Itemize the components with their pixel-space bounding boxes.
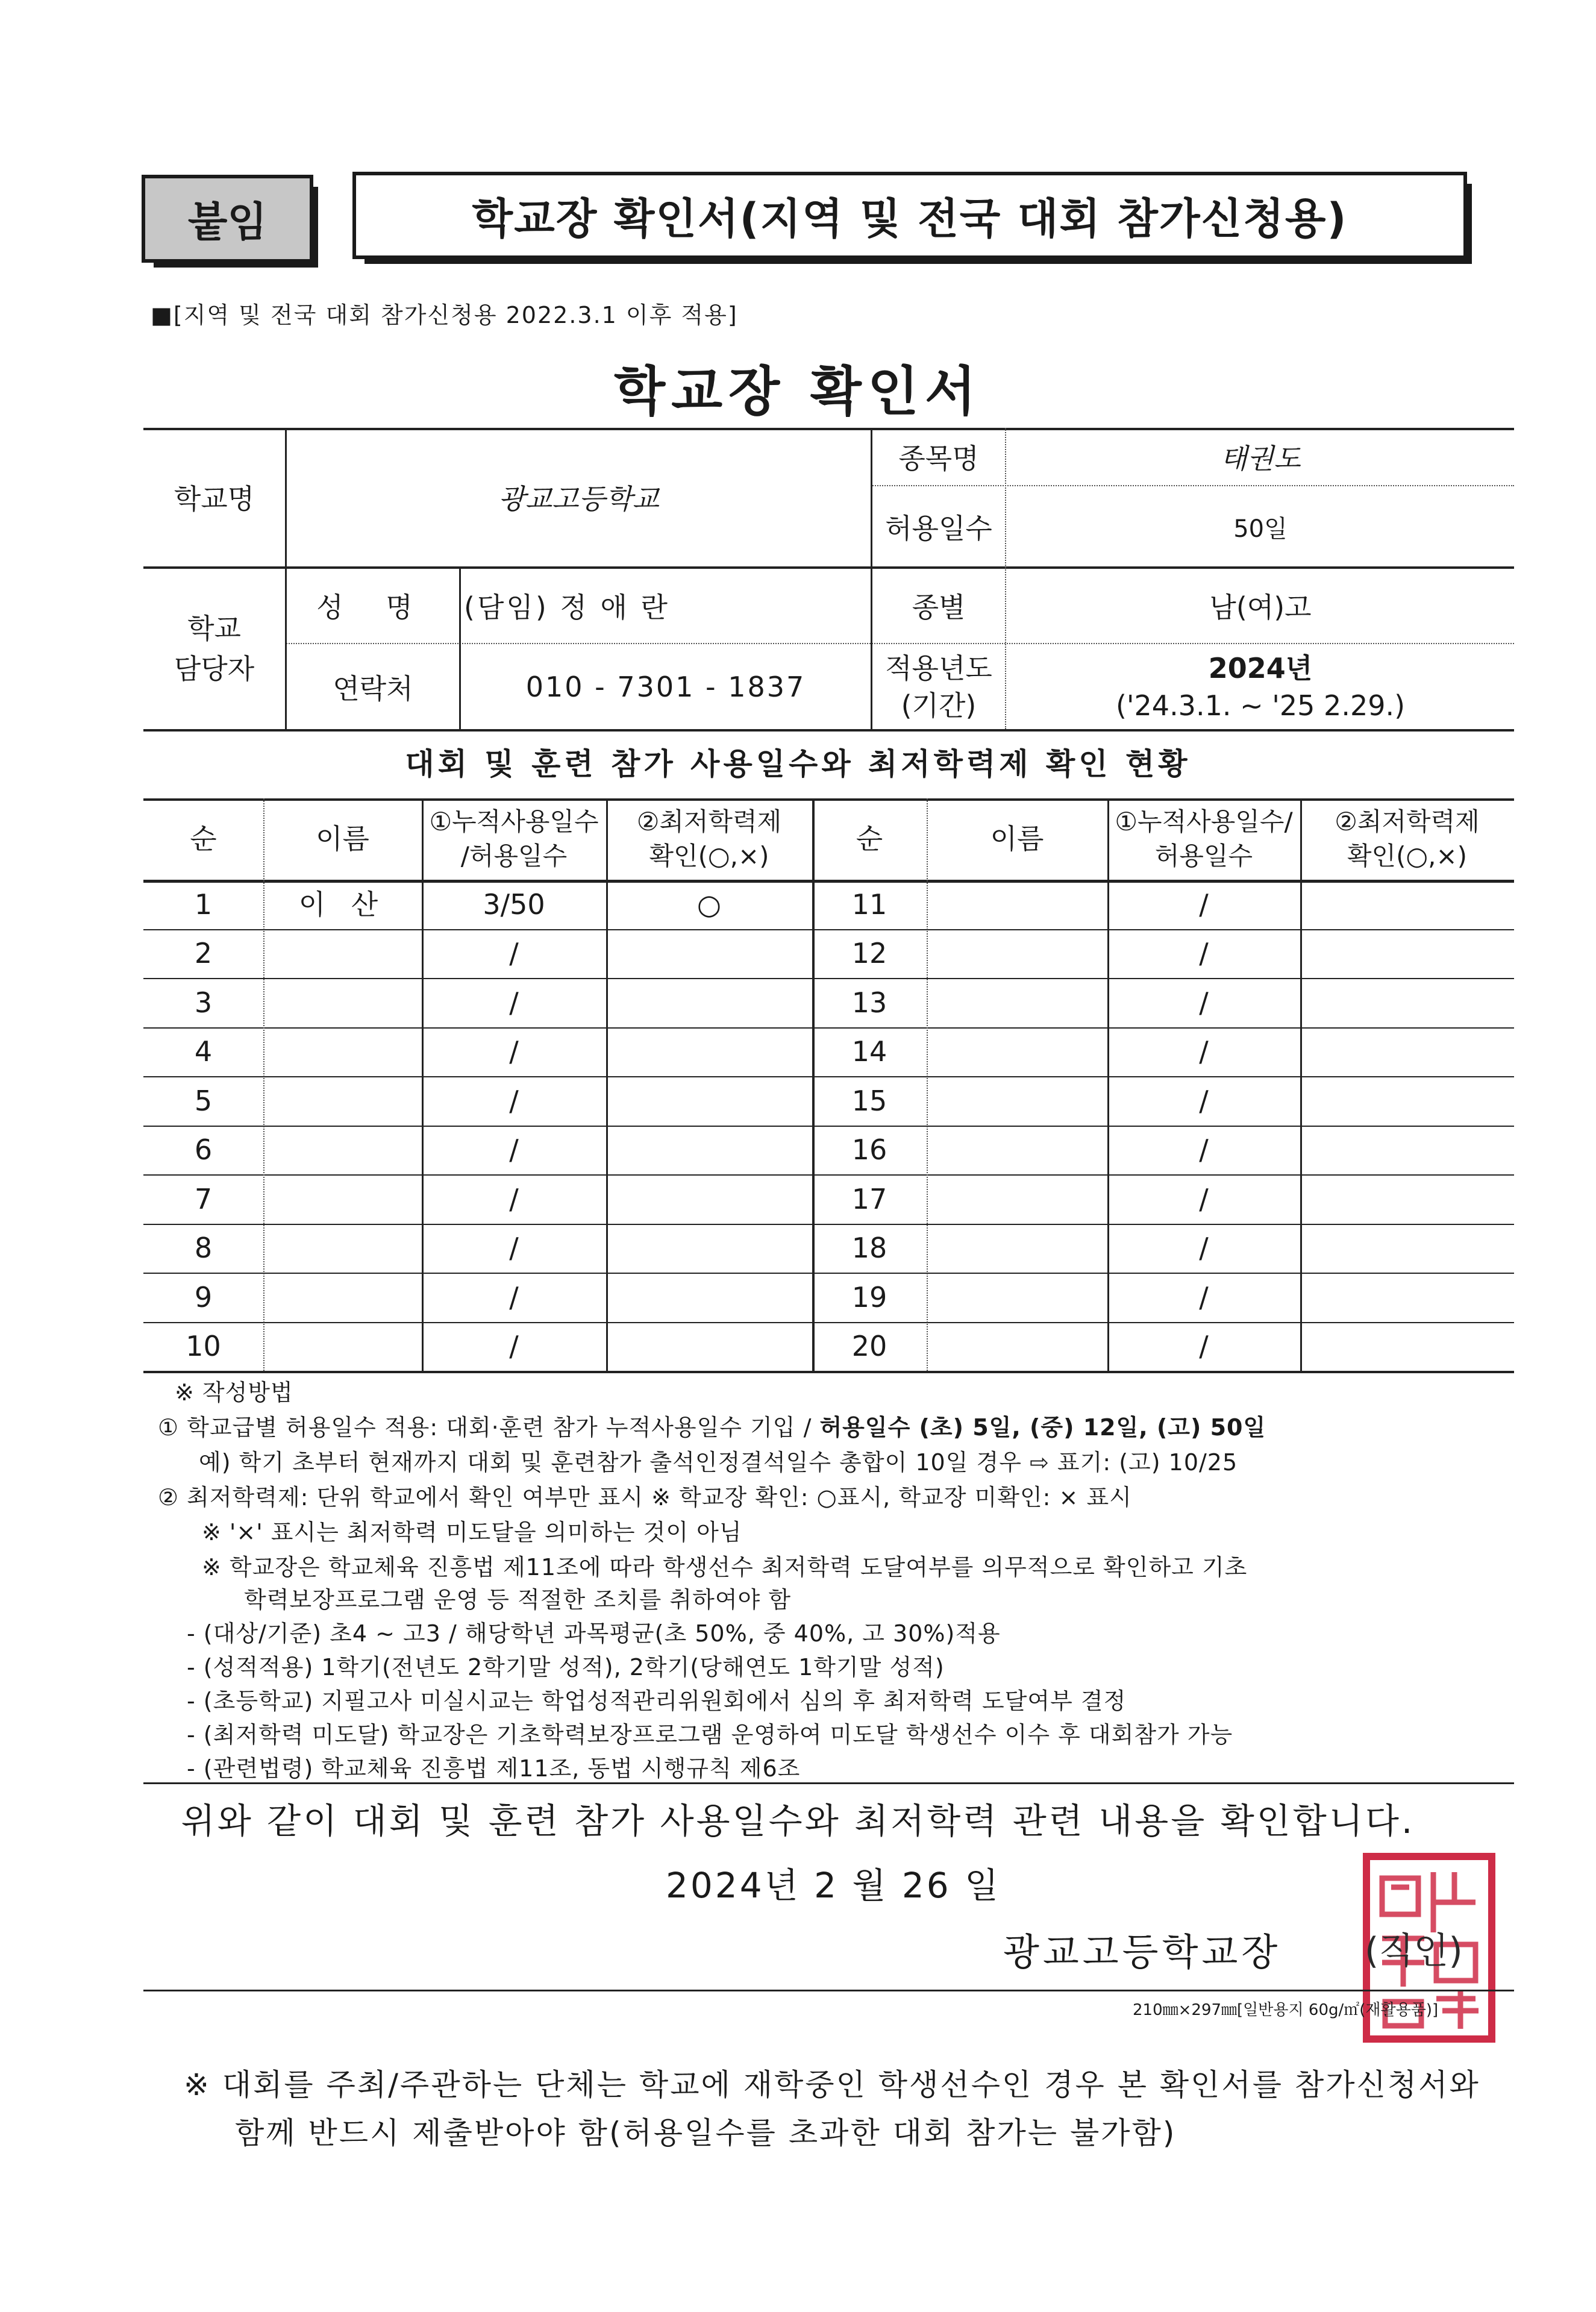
table-cell xyxy=(927,978,1107,1027)
note-item-2-sub1: ※ '×' 표시는 최저학력 미도달을 의미하는 것이 아님 xyxy=(202,1519,742,1546)
table-cell: 3/50 xyxy=(483,888,545,921)
table-cell: 2 xyxy=(194,937,213,970)
table-cell xyxy=(927,1224,1107,1273)
footer-note-line1: ※ 대회를 주최/주관하는 단체는 학교에 재학중인 학생선수인 경우 본 확인서를 참가신청서와 xyxy=(184,2067,1480,2102)
table-cell xyxy=(927,1076,1107,1126)
table-cell: / xyxy=(1199,1035,1209,1068)
confirm-statement: 위와 같이 대회 및 훈련 참가 사용일수와 최저학력 관련 내용을 확인합니다. xyxy=(181,1800,1415,1841)
table-cell xyxy=(606,1027,812,1077)
table-cell: / xyxy=(509,1035,519,1068)
table-cell xyxy=(263,1174,422,1224)
table-cell xyxy=(1300,1027,1514,1077)
table-cell: 11 xyxy=(851,888,887,921)
table-cell: 3 xyxy=(194,986,213,1019)
table-header-text: /허용일수 xyxy=(460,841,568,871)
table-header-text: ②최저학력제 xyxy=(636,806,782,836)
contact-label-line2: 담당자 xyxy=(174,652,255,685)
table-cell: / xyxy=(1199,986,1209,1019)
table-header-text: ②최저학력제 xyxy=(1335,806,1480,836)
table-line xyxy=(143,1371,1514,1373)
section-title: 대회 및 훈련 참가 사용일수와 최저학력제 확인 현황 xyxy=(405,747,1191,782)
table-cell: 15 xyxy=(851,1084,887,1117)
table-cell: / xyxy=(509,1084,519,1117)
note-item-1 xyxy=(158,1409,1266,1442)
table-cell xyxy=(606,1126,812,1175)
note-item-2: ② 최저학력제: 단위 학교에서 확인 여부만 표시 ※ 학교장 확인: ○표시, 학교장 미확인: × 표시 xyxy=(158,1484,1132,1511)
table-header-text: 확인(○,×) xyxy=(1347,841,1468,871)
contact-person-label xyxy=(143,568,285,729)
table-cell xyxy=(606,1076,812,1126)
divider xyxy=(143,1990,1514,1991)
table-cell xyxy=(927,1126,1107,1175)
table-cell xyxy=(606,929,812,979)
table-header-cell xyxy=(143,798,263,880)
table-cell: / xyxy=(1199,1330,1209,1363)
school-name-value: 광교고등학교 xyxy=(498,483,659,515)
notes-heading: ※ 작성방법 xyxy=(175,1379,293,1406)
table-cell xyxy=(927,929,1107,979)
table-cell xyxy=(1300,1224,1514,1273)
table-cell xyxy=(1300,1322,1514,1371)
table-cell xyxy=(606,978,812,1027)
table-header-text: ①누적사용일수/ xyxy=(1115,806,1293,836)
period-label xyxy=(872,645,1005,729)
table-cell xyxy=(606,1322,812,1371)
table-cell xyxy=(263,1273,422,1322)
table-header-text: 확인(○,×) xyxy=(649,841,769,871)
note-dash-2: - (성적적용) 1학기(전년도 2학기말 성적), 2학기(당해연도 1학기말 성적) xyxy=(187,1654,945,1681)
period-label-line2: (기간) xyxy=(901,689,977,722)
gender-value: 남(여)고 xyxy=(1209,591,1312,624)
note-item-1-example: 예) 학기 초부터 현재까지 대회 및 훈련참가 출석인정결석일수 총합이 10일 경우 ⇨ 표기: (고) 10/25 xyxy=(199,1449,1238,1476)
table-cell xyxy=(263,1322,422,1371)
table-header-cell xyxy=(606,798,812,880)
table-cell: / xyxy=(509,1232,519,1265)
allowed-days-value: 50일 xyxy=(1233,515,1288,543)
table-cell xyxy=(927,1273,1107,1322)
table-cell xyxy=(1300,1126,1514,1175)
table-cell: 5 xyxy=(194,1084,213,1117)
table-cell: / xyxy=(1199,1232,1209,1265)
table-cell: / xyxy=(509,1330,519,1363)
table-cell: 12 xyxy=(851,937,887,970)
table-header-cell xyxy=(927,798,1107,880)
table-cell: 14 xyxy=(851,1035,887,1068)
table-cell xyxy=(263,1076,422,1126)
phone-value: 010 - 7301 - 1837 xyxy=(525,671,806,703)
note-dash-4: - (최저학력 미도달) 학교장은 기초학력보장프로그램 운영하여 미도달 학생선수 이수 후 대회참가 가능 xyxy=(187,1721,1233,1748)
table-cell: 4 xyxy=(194,1035,213,1068)
table-cell: / xyxy=(509,1133,519,1167)
grid-line xyxy=(286,643,1514,644)
table-header-text: 허용일수 xyxy=(1154,841,1253,871)
table-cell xyxy=(927,1174,1107,1224)
period-label-line1: 적용년도 xyxy=(885,651,992,685)
table-cell: / xyxy=(1199,937,1209,970)
apply-note: ■[지역 및 전국 대회 참가신청용 2022.3.1 이후 적용] xyxy=(151,302,738,328)
table-cell xyxy=(263,1224,422,1273)
table-cell: 7 xyxy=(194,1182,213,1215)
phone-label: 연락처 xyxy=(333,672,413,705)
period-value xyxy=(1007,645,1514,729)
table-cell: / xyxy=(1199,1280,1209,1314)
paper-spec: 210㎜×297㎜[일반용지 60g/㎡(재활용품)] xyxy=(1133,2001,1439,2019)
table-cell xyxy=(263,978,422,1027)
table-cell: ○ xyxy=(696,888,722,921)
table-cell xyxy=(606,1273,812,1322)
table-cell xyxy=(263,1027,422,1077)
table-cell: 9 xyxy=(194,1280,213,1314)
header-title xyxy=(352,172,1467,259)
page-title: 학교장 확인서 xyxy=(614,360,982,422)
allowed-days-label: 허용일수 xyxy=(885,512,992,545)
table-cell xyxy=(1300,880,1514,929)
note-item-1-bold: 허용일수 (초) 5일, (중) 12일, (고) 50일 xyxy=(819,1414,1266,1441)
table-cell xyxy=(1300,1076,1514,1126)
event-value: 태권도 xyxy=(1220,442,1301,475)
table-cell: 17 xyxy=(851,1182,887,1215)
grid-line xyxy=(871,485,1514,486)
table-cell: 10 xyxy=(186,1330,221,1363)
grid-line xyxy=(1005,428,1006,729)
table-cell: 1 xyxy=(194,888,213,921)
table-cell: / xyxy=(1199,888,1209,921)
table-cell xyxy=(1300,929,1514,979)
note-dash-1: - (대상/기준) 초4 ~ 고3 / 해당학년 과목평균(초 50%, 중 40%, 고 30%)적용 xyxy=(187,1620,1001,1647)
table-cell: / xyxy=(1199,1182,1209,1215)
table-cell: 13 xyxy=(851,986,887,1019)
note-dash-3: - (초등학교) 지필고사 미실시교는 학업성적관리위원회에서 심의 후 최저학력 도달여부 결정 xyxy=(187,1688,1127,1714)
period-range: ('24.3.1. ~ '25 2.29.) xyxy=(1115,689,1406,722)
table-cell: / xyxy=(509,986,519,1019)
date-line: 2024년 2 월 26 일 xyxy=(666,1865,1001,1906)
attachment-label xyxy=(142,175,313,263)
gender-label: 종별 xyxy=(912,591,966,624)
table-cell: / xyxy=(1199,1133,1209,1167)
table-cell: / xyxy=(509,1182,519,1215)
principal-name: 광교고등학교장 xyxy=(1003,1930,1281,1974)
table-cell: 6 xyxy=(194,1133,213,1167)
footer-note-line2: 함께 반드시 제출받아야 함(허용일수를 초과한 대회 참가는 불가함) xyxy=(235,2116,1177,2151)
school-name-label: 학교명 xyxy=(174,483,255,515)
table-cell xyxy=(927,1322,1107,1371)
table-header-text: 이름 xyxy=(316,822,369,856)
name-value: (담임) 정 애 란 xyxy=(464,591,670,624)
table-header-text: 순 xyxy=(856,822,883,856)
table-header-cell xyxy=(422,798,606,880)
event-label: 종목명 xyxy=(898,442,979,475)
table-cell: 이 산 xyxy=(298,888,387,921)
table-cell xyxy=(263,1126,422,1175)
table-cell xyxy=(1300,1273,1514,1322)
grid-line xyxy=(143,729,1514,732)
table-header-cell xyxy=(812,798,927,880)
table-header-cell xyxy=(263,798,422,880)
table-cell xyxy=(606,1174,812,1224)
table-cell xyxy=(927,1027,1107,1077)
note-item-1-text: ① 학교급별 허용일수 적용: 대회·훈련 참가 누적사용일수 기입 / xyxy=(158,1414,820,1441)
table-cell: / xyxy=(509,937,519,970)
table-header-cell xyxy=(1107,798,1300,880)
header-title-text: 학교장 확인서(지역 및 전국 대회 참가신청용) xyxy=(472,194,1348,243)
note-item-2-sub2-line1: ※ 학교장은 학교체육 진흥법 제11조에 따라 학생선수 최저학력 도달여부를 의무적으로 확인하고 기초 xyxy=(202,1554,1248,1580)
table-header-text: ①누적사용일수 xyxy=(429,806,599,836)
table-cell xyxy=(1300,978,1514,1027)
table-cell xyxy=(606,1224,812,1273)
note-dash-5: - (관련법령) 학교체육 진흥법 제11조, 동법 시행규칙 제6조 xyxy=(187,1755,801,1782)
table-cell xyxy=(1300,1174,1514,1224)
note-item-2-sub2-line2: 학력보장프로그램 운영 등 적절한 조치를 취하여야 함 xyxy=(244,1587,792,1613)
divider xyxy=(143,1782,1514,1784)
contact-label-line1: 학교 xyxy=(187,612,241,645)
period-year: 2024년 xyxy=(1208,651,1313,685)
name-label: 성 명 xyxy=(316,591,430,624)
table-cell: 19 xyxy=(851,1280,887,1314)
table-header-cell xyxy=(1300,798,1514,880)
table-header-text: 이름 xyxy=(990,822,1044,856)
attachment-label-text: 붙임 xyxy=(187,198,268,246)
seal-placeholder: (직인) xyxy=(1365,1930,1463,1972)
table-cell: 20 xyxy=(851,1330,887,1363)
table-cell: 8 xyxy=(194,1232,213,1265)
table-cell: / xyxy=(1199,1084,1209,1117)
table-cell: 16 xyxy=(851,1133,887,1167)
table-header-text: 순 xyxy=(190,822,217,856)
table-cell: / xyxy=(509,1280,519,1314)
table-cell xyxy=(927,880,1107,929)
table-cell: 18 xyxy=(851,1232,887,1265)
table-cell xyxy=(263,929,422,979)
